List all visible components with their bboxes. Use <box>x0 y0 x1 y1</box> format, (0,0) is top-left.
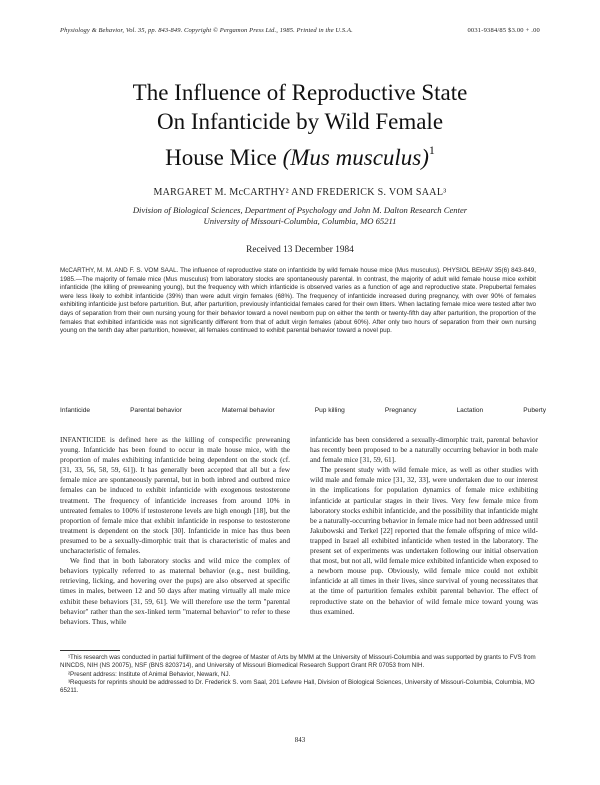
issn-code: 0031-9384/85 $3.00 + .00 <box>467 27 540 34</box>
received-date: Received 13 December 1984 <box>246 245 354 255</box>
journal-citation: Physiology & Behavior, Vol. 35, pp. 843-849. Copyright © Pergamon Press Ltd., 1985. Printed in the U.S.A. <box>60 27 353 34</box>
species-name: (Mus musculus) <box>282 145 429 170</box>
running-head <box>60 27 540 39</box>
title-line-3-main: House Mice <box>165 145 283 170</box>
abstract <box>60 267 536 336</box>
title-line-2: On Infanticide by Wild Female <box>156 109 444 134</box>
page-number: 843 <box>294 736 306 744</box>
affiliation-line-2: University of Missouri-Columbia, Columbia, MO 65211 <box>203 216 397 226</box>
body-paragraph: infanticide has been considered a sexually-dimorphic trait, parental behavior has recently been proposed to be a naturally occurring behavior in both male and female mice [31, 59, 61]. <box>310 435 538 465</box>
keyword: Pregnancy <box>384 407 417 414</box>
abstract-text: McCARTHY, M. M. AND F. S. VOM SAAL. The influence of reproductive state on infanticide by wild female house mice (Mus musculus). PHYSIOL BEHAV 35(6) 843-849, 1985.—The majority of female mice (Mus musculus) from laboratory stocks are spontaneously parental. In contrast, the majority of adult wild female house mice exhibit infanticide (the killing of preweaning young), but the frequency with which infanticide is observed varies as a function of age and reproductive state. Prepubertal females were less likely to exhibit infanticide (39%) than were adult virgin females (68%). The frequency of infanticide increased during pregnancy, with over 90% of females exhibiting infanticide just before parturition. But, after parturition, previously infanticidal females cared for their own litters. When lactating female mice were tested after two days of separation from their own nursing young for their behavior toward a novel newborn pup on either the tenth or twenty-fifth day after parturition, the proportion of the females that exhibited infanticide was not significantly different from that of adult virgin females (about 60%). After only two hours of separation from their own nursing young on the tenth day after parturition, however, all females continued to exhibit parental behavior toward a novel pup. <box>60 267 536 335</box>
title-line-1: The Influence of Reproductive State <box>132 80 468 105</box>
keyword: Parental behavior <box>130 407 182 414</box>
keyword: Pup killing <box>314 407 345 414</box>
footnote: ²Present address: Institute of Animal Behavior, Newark, NJ. <box>68 670 231 678</box>
lead-in: INFANTICIDE <box>60 435 106 444</box>
keyword: Infanticide <box>60 407 91 414</box>
body-paragraph: We find that in both laboratory stocks and wild mice the complex of behaviors typically referred to as maternal behavior (e.g., nest building, retrieving, licking, and hovering over the pups) are also observed at specific times in males, between 12 and 50 days after mating virtually all male mice exhibit these behaviors [31, 59, 61]. We will therefore use the term "parental behavior" rather than the sex-linked term "maternal behavior" to refer to these behaviors. Thus, while <box>60 556 290 626</box>
body-column-right <box>310 435 538 617</box>
footnote-rule <box>60 650 120 651</box>
paragraph-text: is defined here as the killing of conspecific preweaning young. Infanticide has been found to occur in male house mice, with the proportion of males exhibiting infanticide being dependent on the stock (cf. [31, 33, 56, 58, 59, 61]). It has generally been accepted that all but a few female mice are spontaneously parental, but in both inbred and outbred mice females can be induced to exhibit infanticide with exogenous testosterone treatment. The frequency of infanticide increases from around 10% in untreated females to 100% if testosterone levels are high enough [18], but the proportion of female mice that exhibit infanticide in response to testosterone treatment is dependent on the stock [30]. Infanticide in mice has thus been presumed to be a sexually-dimorphic trait that is characteristic of males and uncharacteristic of females. <box>60 435 290 556</box>
keyword: Maternal behavior <box>221 407 275 414</box>
title-footnote-marker: 1 <box>428 143 435 157</box>
keyword: Lactation <box>456 407 484 414</box>
affiliation <box>70 205 530 227</box>
footnote: ¹This research was conducted in partial fulfillment of the degree of Master of Arts by MMM at the University of Missouri-Columbia and was supported by grants to FVS from NINCDS, NIH (NS 20075), NSF (BNS 8203714), and University of Missouri Biomedical Research Support Grant RR 07053 from NIH. <box>60 654 536 670</box>
keyword: Puberty <box>523 407 546 414</box>
body-column-left <box>60 435 290 627</box>
affiliation-line-1: Division of Biological Sciences, Department of Psychology and John M. Dalton Research Center <box>132 205 468 215</box>
body-paragraph <box>60 435 290 556</box>
footnotes <box>60 654 542 695</box>
keywords-row <box>60 407 546 414</box>
article-title <box>0 78 600 172</box>
footnote: ³Requests for reprints should be addressed to Dr. Frederick S. vom Saal, 201 Lefevre Hall, Division of Biological Sciences, University of Missouri-Columbia, Columbia, MO 65211. <box>60 678 535 695</box>
title-line-3 <box>0 136 600 172</box>
body-paragraph: The present study with wild female mice, as well as other studies with wild male and female mice [31, 32, 33], were undertaken due to our interest in the implications for population dynamics of female mice exhibiting infanticide at particular stages in their lives. Very few female mice from laboratory stocks exhibit infanticide, and the possibility that infanticide might be a naturally-occurring behavior in female mice had not been addressed until Jakubowski and Terkel [22] reported that the female offspring of mice wild-trapped in Israel all exhibited infanticide when tested in the laboratory. The present set of experiments was undertaken following our initial observation that most, but not all, wild female mice exhibited infanticide when exposed to a newborn mouse pup. Obviously, wild female mice could not exhibit infanticide at all times in their lives, since survival of young necessitates that at the time of parturition females exhibit parental behavior. The effect of reproductive state on the behavior of wild female mice toward young was thus examined. <box>310 465 538 616</box>
author-line: MARGARET M. McCARTHY² AND FREDERICK S. VOM SAAL³ <box>153 187 447 198</box>
